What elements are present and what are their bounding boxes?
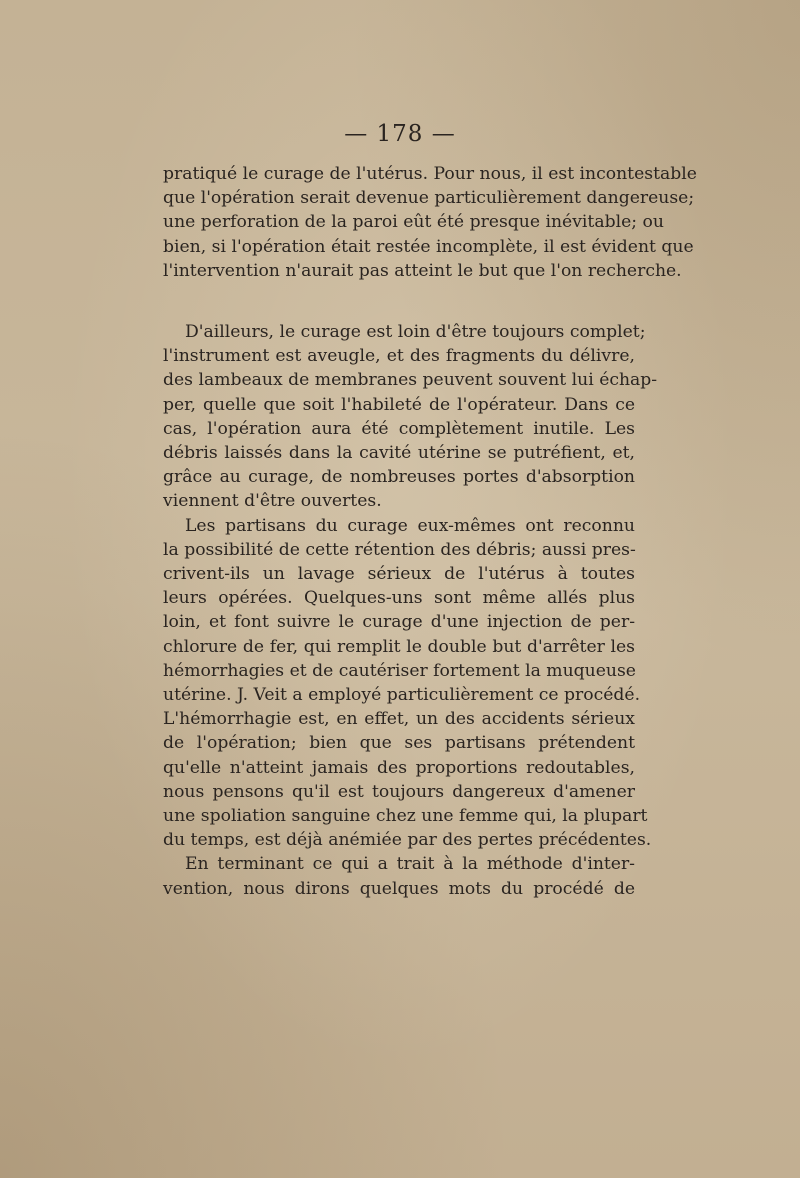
text-line: bien, si l'opération était restée incomplète, il est évident que — [163, 236, 694, 257]
text-block-top — [163, 162, 697, 283]
text-line: de l'opération; bien que ses partisans prétendent — [163, 733, 635, 754]
text-line: loin, et font suivre le curage d'une injection de per- — [163, 612, 635, 633]
page-number: — 178 — — [344, 121, 456, 147]
text-line: du temps, est déjà anémiée par des pertes précédentes. — [163, 830, 652, 851]
paragraph — [163, 852, 635, 900]
text-line: vention, nous dirons quelques mots du procédé de — [163, 878, 635, 899]
text-line: pratiqué le curage de l'utérus. Pour nous, il est incontestable — [163, 164, 697, 184]
text-line: cas, l'opération aura été complètement inutile. Les — [163, 418, 635, 439]
text-line: crivent-ils un lavage sérieux de l'utérus à toutes — [163, 564, 635, 585]
text-line: En terminant ce qui a trait à la méthode d'inter- — [185, 854, 635, 875]
text-line: grâce au curage, de nombreuses portes d'absorption — [163, 467, 635, 488]
text-block-main — [163, 320, 658, 901]
paragraph — [163, 514, 652, 853]
text-line: L'hémorrhagie est, en effet, un des accidents sérieux — [163, 709, 635, 730]
paragraph — [163, 162, 697, 283]
text-line: une spoliation sanguine chez une femme qui, la plupart — [163, 806, 648, 827]
text-line: leurs opérées. Quelques-uns sont même allés plus — [163, 588, 635, 609]
text-line: utérine. J. Veit a employé particulièrement ce procédé. — [163, 685, 641, 706]
text-line: débris laissés dans la cavité utérine se putréfient, et, — [163, 443, 635, 464]
text-line: viennent d'être ouvertes. — [163, 491, 382, 512]
text-line: nous pensons qu'il est toujours dangereux d'amener — [163, 781, 635, 802]
text-line: per, quelle que soit l'habileté de l'opérateur. Dans ce — [163, 394, 635, 415]
text-line: une perforation de la paroi eût été presque inévitable; ou — [163, 212, 664, 233]
text-line: qu'elle n'atteint jamais des proportions redoutables, — [163, 757, 635, 778]
text-line: la possibilité de cette rétention des débris; aussi pres- — [163, 539, 636, 560]
paragraph — [163, 320, 658, 514]
text-line: des lambeaux de membranes peuvent souvent lui échap- — [163, 370, 658, 391]
text-line: l'intervention n'aurait pas atteint le but que l'on recherche. — [163, 260, 682, 281]
text-line: que l'opération serait devenue particulièrement dangereuse; — [163, 188, 695, 209]
text-line: chlorure de fer, qui remplit le double but d'arrêter les — [163, 636, 635, 657]
text-line: l'instrument est aveugle, et des fragments du délivre, — [163, 346, 635, 367]
text-line: D'ailleurs, le curage est loin d'être toujours complet; — [185, 322, 646, 342]
text-line: Les partisans du curage eux-mêmes ont reconnu — [185, 515, 635, 536]
text-line: hémorrhagies et de cautériser fortement la muqueuse — [163, 660, 636, 681]
